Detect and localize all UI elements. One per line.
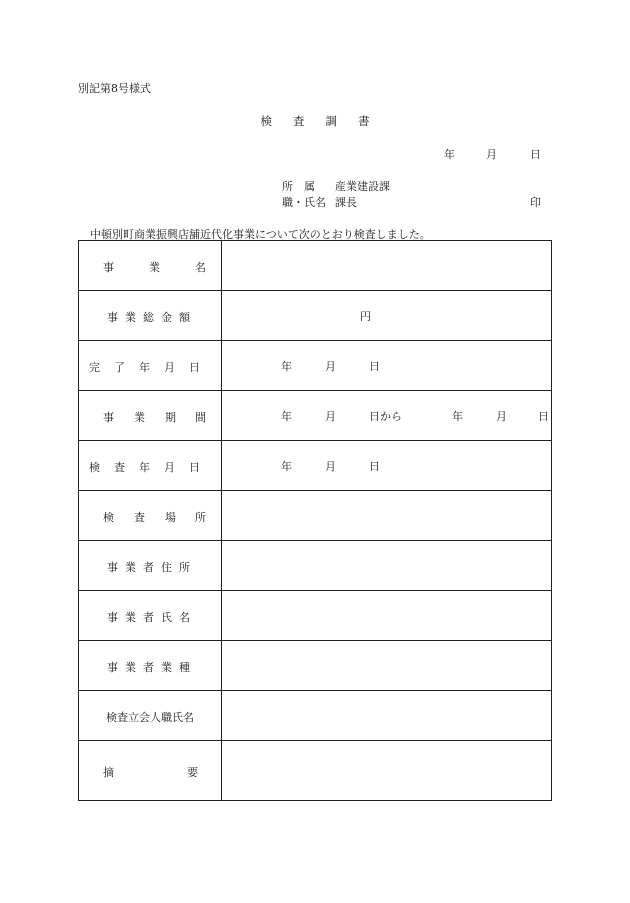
row-label <box>79 641 222 691</box>
row-label-char: 金 <box>161 310 172 324</box>
date-month: 月 <box>486 148 497 161</box>
row-label-char: 期 <box>165 410 176 424</box>
table-row <box>79 441 552 491</box>
completion-date-field[interactable] <box>222 341 552 391</box>
date-month-unit: 月 <box>325 409 336 423</box>
row-label-char: 間 <box>195 410 206 424</box>
row-label <box>79 441 222 491</box>
row-label-char: 業 <box>125 310 136 324</box>
form-number: 別記第8号様式 <box>78 82 151 95</box>
row-label-char: 者 <box>143 660 154 674</box>
row-label <box>79 491 222 541</box>
seal-mark: 印 <box>530 196 541 209</box>
table-row <box>79 341 552 391</box>
row-label-char: 業 <box>161 660 172 674</box>
intro-text: 中頓別町商業振興店舗近代化事業について次のとおり検査しました。 <box>90 228 431 241</box>
row-label-char: 氏 <box>161 610 172 624</box>
row-label-char: 業 <box>149 260 160 274</box>
row-label-text: 検査立会人職氏名 <box>106 710 194 724</box>
row-label <box>79 741 222 801</box>
row-label-char: 査 <box>134 510 145 524</box>
row-label-char: 年 <box>139 460 150 474</box>
inspection-witness-field[interactable] <box>222 691 552 741</box>
date-year-unit: 年 <box>452 409 463 423</box>
row-label-char: 者 <box>143 610 154 624</box>
operator-address-field[interactable] <box>222 541 552 591</box>
row-label-char: 事 <box>103 260 114 274</box>
row-label-char: 額 <box>179 310 190 324</box>
row-label-char: 事 <box>107 310 118 324</box>
row-label-char: 月 <box>164 360 175 374</box>
affiliation-label: 所 属 <box>282 180 315 193</box>
table-row <box>79 291 552 341</box>
row-label-char: 完 <box>89 360 100 374</box>
date-month-unit: 月 <box>496 409 507 423</box>
date-day: 日 <box>530 148 541 161</box>
business-type-field[interactable] <box>222 641 552 691</box>
document-title-text: 検査調書 <box>260 114 391 128</box>
row-label <box>79 241 222 291</box>
business-name-field[interactable] <box>222 241 552 291</box>
date-day-unit: 日 <box>369 459 380 473</box>
table-row <box>79 241 552 291</box>
affiliation-value: 産業建設課 <box>335 180 390 193</box>
row-label <box>79 341 222 391</box>
row-label-char: 名 <box>179 610 190 624</box>
document-title <box>0 113 630 129</box>
row-label-char: 所 <box>195 510 206 524</box>
row-label-char: 日 <box>189 460 200 474</box>
row-label-char: 業 <box>125 610 136 624</box>
remarks-field[interactable] <box>222 741 552 801</box>
operator-name-field[interactable] <box>222 591 552 641</box>
row-label-char: 事 <box>107 560 118 574</box>
row-label <box>79 291 222 341</box>
date-day-from-unit: 日から <box>369 409 402 423</box>
row-label-char: 者 <box>143 560 154 574</box>
row-label-char: 事 <box>103 410 114 424</box>
row-label-char: 住 <box>161 560 172 574</box>
table-row <box>79 391 552 441</box>
row-label <box>79 591 222 641</box>
table-row <box>79 541 552 591</box>
table-row <box>79 591 552 641</box>
row-label <box>79 391 222 441</box>
row-label-char: 業 <box>125 660 136 674</box>
row-label-char: 業 <box>125 560 136 574</box>
table-row <box>79 741 552 801</box>
official-name-label: 職・氏名 <box>282 196 326 209</box>
date-day-unit: 日 <box>369 359 380 373</box>
date-day-unit: 日 <box>538 409 549 423</box>
table-row <box>79 691 552 741</box>
date-month-unit: 月 <box>325 359 336 373</box>
row-label-char: 年 <box>139 360 150 374</box>
row-label-char: 検 <box>89 460 100 474</box>
inspection-date-field[interactable] <box>222 441 552 491</box>
project-period-field[interactable] <box>222 391 552 441</box>
table-row <box>79 641 552 691</box>
row-label-char: 月 <box>164 460 175 474</box>
date-year: 年 <box>444 148 455 161</box>
date-year-unit: 年 <box>281 409 292 423</box>
row-label-char: 査 <box>114 460 125 474</box>
row-label-char: 所 <box>179 560 190 574</box>
date-year-unit: 年 <box>281 459 292 473</box>
row-label-char: 種 <box>179 660 190 674</box>
row-label-char: 要 <box>187 765 198 779</box>
total-cost-field[interactable] <box>222 291 552 341</box>
row-label-char: 了 <box>114 360 125 374</box>
row-label-char: 場 <box>165 510 176 524</box>
row-label-char: 事 <box>107 660 118 674</box>
table-row <box>79 491 552 541</box>
date-month-unit: 月 <box>325 459 336 473</box>
row-label-char: 名 <box>195 260 206 274</box>
row-label-char: 総 <box>143 310 154 324</box>
official-name-value: 課長 <box>335 196 357 209</box>
inspection-place-field[interactable] <box>222 491 552 541</box>
row-label-char: 摘 <box>103 765 114 779</box>
row-label-char: 事 <box>107 610 118 624</box>
row-label <box>79 691 222 741</box>
row-label-char: 日 <box>189 360 200 374</box>
yen-unit: 円 <box>360 309 371 323</box>
row-label <box>79 541 222 591</box>
inspection-table <box>78 240 552 801</box>
row-label-char: 検 <box>103 510 114 524</box>
row-label-char: 業 <box>134 410 145 424</box>
date-year-unit: 年 <box>281 359 292 373</box>
